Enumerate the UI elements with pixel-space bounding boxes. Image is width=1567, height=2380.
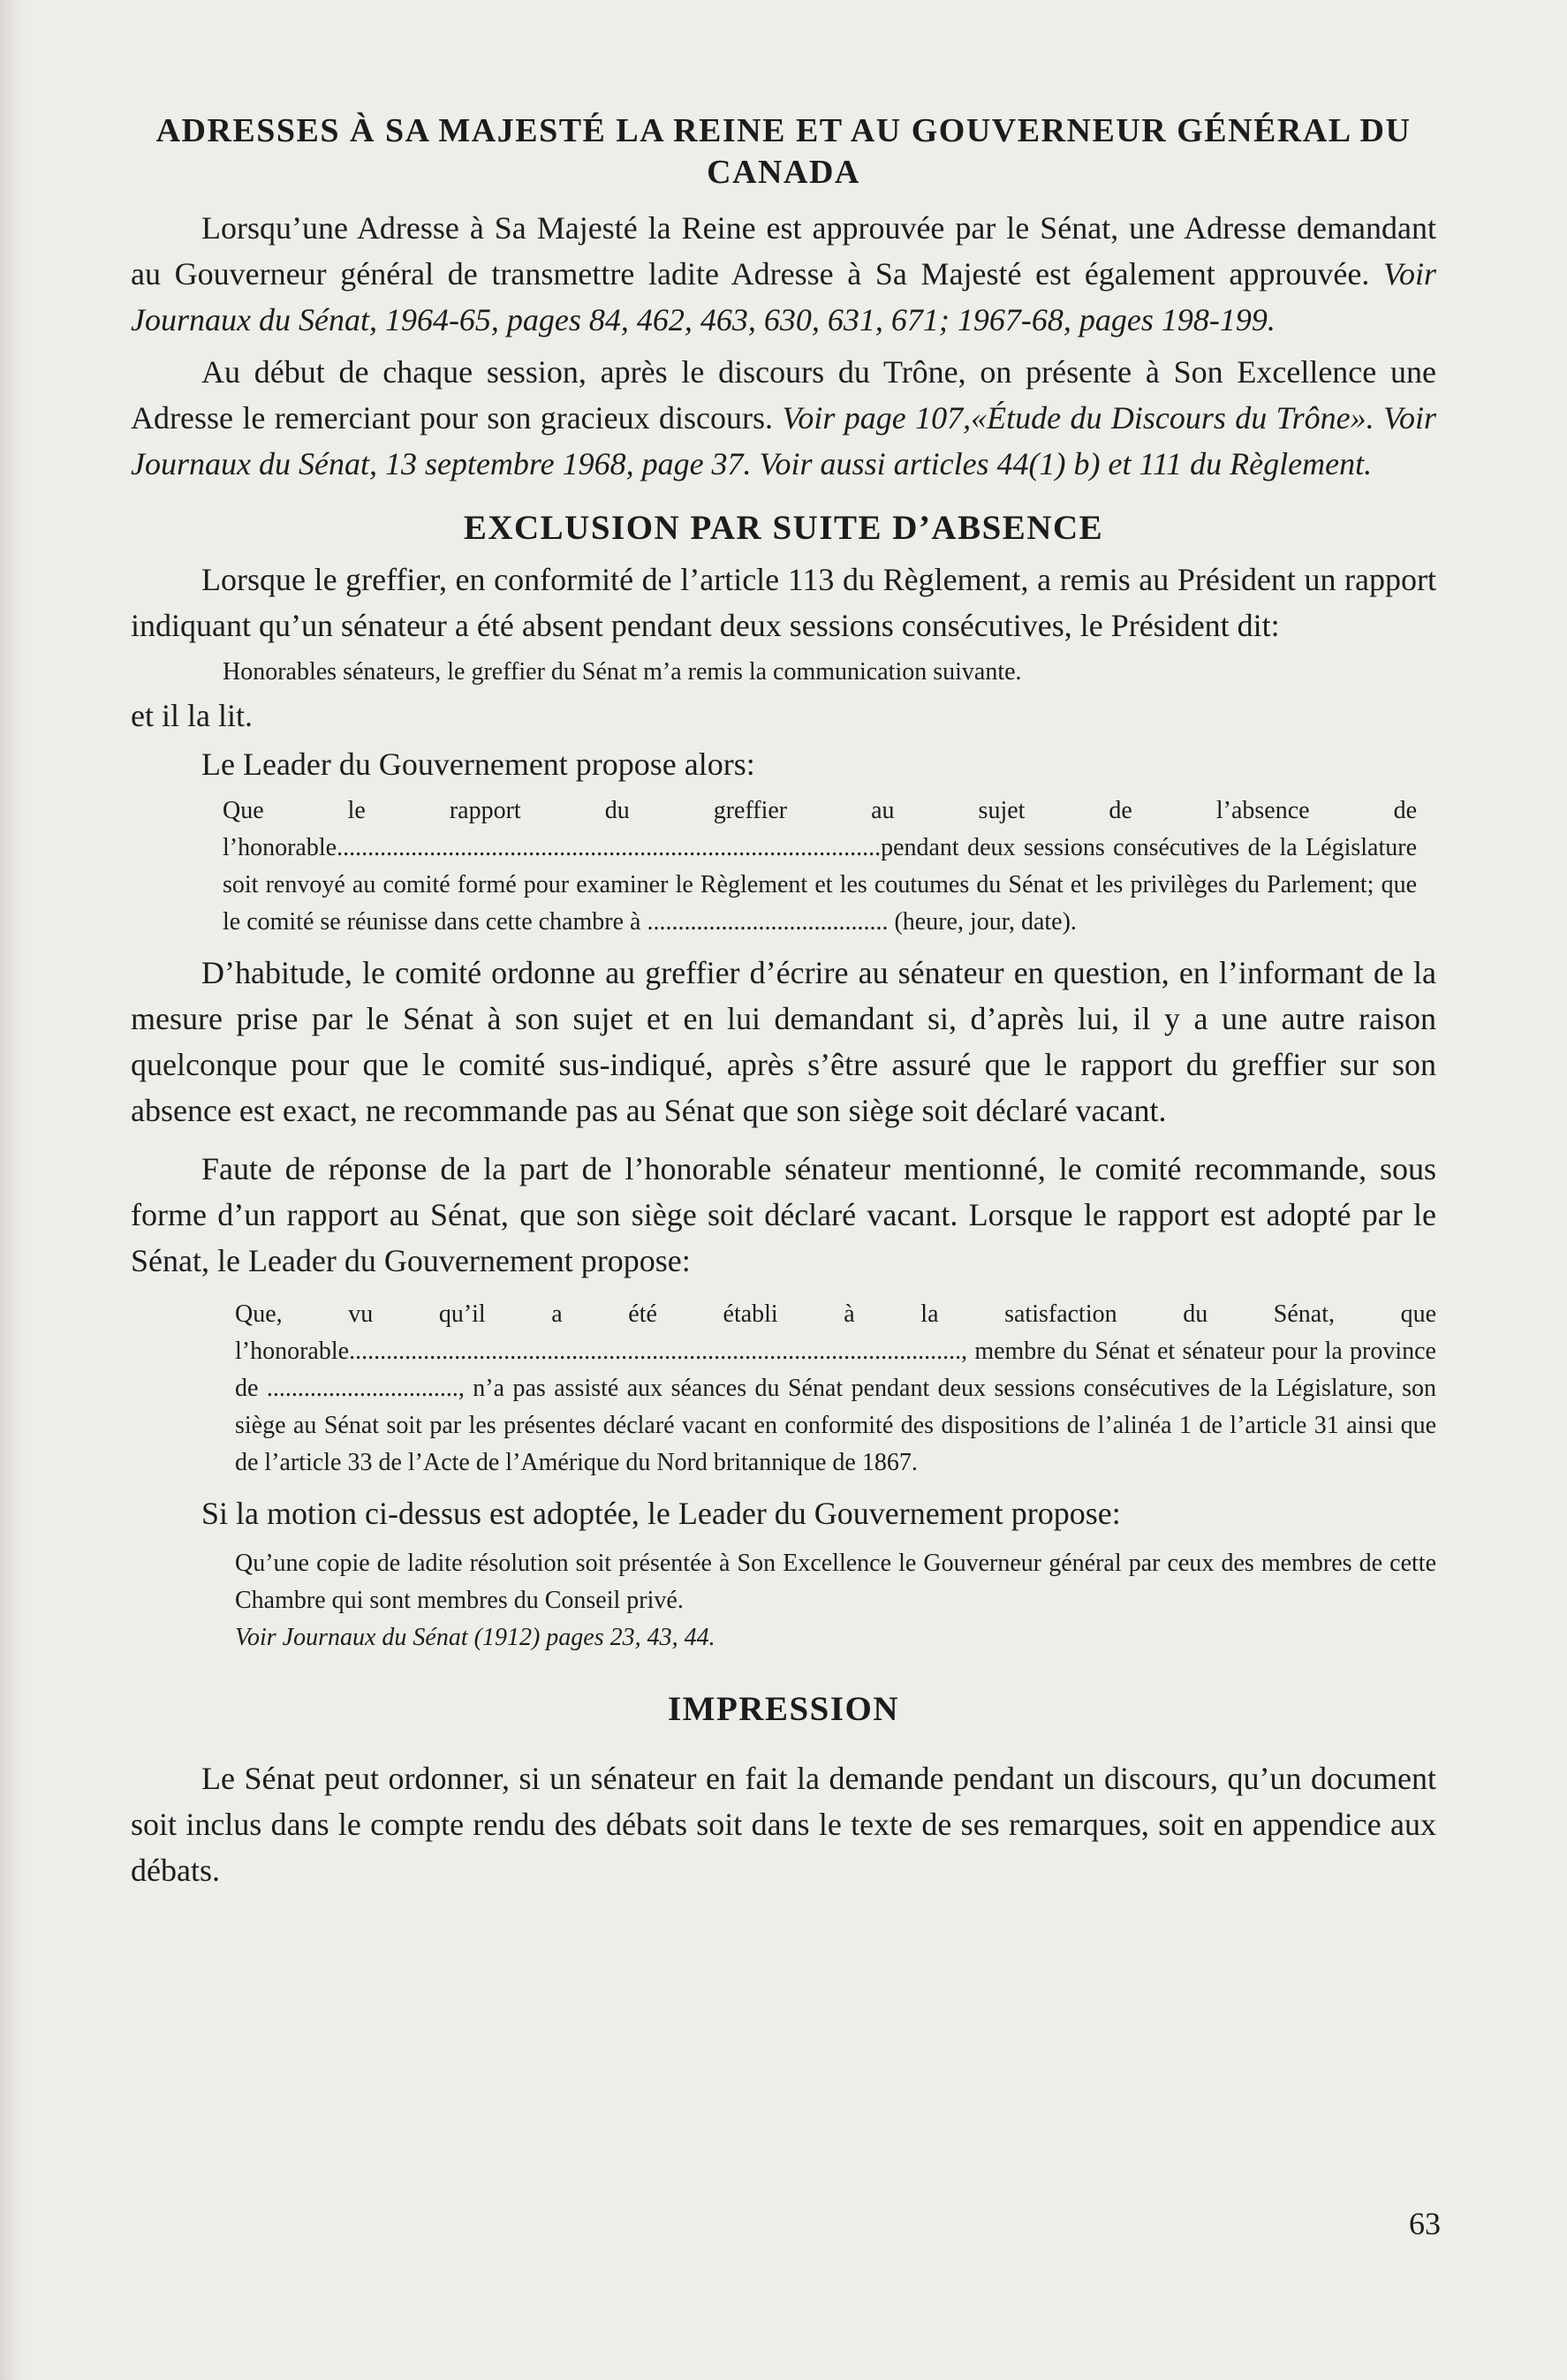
reference-text: Voir Journaux du Sénat (1912) pages 23, 43, 44.	[235, 1624, 715, 1651]
paragraph-adresse-reine	[131, 205, 1436, 343]
paragraph-lecture: et il la lit.	[131, 698, 253, 733]
paragraph-text: Lorsqu’une Adresse à Sa Majesté la Reine est approuvée par le Sénat, une Adresse demandant au Gouverneur général de transmettre ladite Adresse à Sa Majesté est également approuvée.	[131, 210, 1436, 292]
paragraph-motion-adoptee: Si la motion ci-dessus est adoptée, le Leader du Gouvernement propose:	[201, 1496, 1121, 1531]
document-page	[131, 110, 1436, 1893]
quote-president: Honorables sénateurs, le greffier du Sénat m’a remis la communication suivante.	[223, 658, 1022, 686]
quote-motion-renvoi: Que le rapport du greffier au sujet de l’absence de l’honorable........................................................................................pendant deux sessions consécutives de la Législature soit renvoyé au comité formé pour examiner le Règlement et les coutumes du Sénat et les privilèges du Parlement; que le comité se réunisse dans cette chambre à ....................................... (heure, jour, date).	[223, 797, 1417, 936]
reference-journaux-1912	[235, 1619, 1436, 1656]
paragraph-comite-ordonne: D’habitude, le comité ordonne au greffier d’écrire au sénateur en question, en l’informant de la mesure prise par le Sénat à son sujet et en lui demandant si, d’après lui, il y a une autre raison quelconque pour que le comité sus-indiqué, après s’être assuré que le rapport du greffier sur son absence est exact, ne recommande pas au Sénat que son siège soit déclaré vacant.	[131, 955, 1436, 1128]
paragraph-text: Au début de chaque session, après le discours du Trône, on présente à Son Excellence une Adresse le remerciant pour son gracieux discours.	[131, 354, 1436, 436]
paragraph-impression: Le Sénat peut ordonner, si un sénateur en fait la demande pendant un discours, qu’un document soit inclus dans le compte rendu des débats soit dans le texte de ses remarques, soit en appendice aux débats.	[131, 1761, 1436, 1888]
section-title-adresses: ADRESSES À SA MAJESTÉ LA REINE ET AU GOUVERNEUR GÉNÉRAL DU CANADA	[155, 112, 1412, 191]
paragraph-faute-reponse: Faute de réponse de la part de l’honorable sénateur mentionné, le comité recommande, sous forme d’un rapport au Sénat, que son siège soit déclaré vacant. Lorsque le rapport est adopté par le Sénat, le Leader du Gouvernement propose:	[131, 1151, 1436, 1278]
page-number: 63	[1409, 2206, 1441, 2241]
paragraph-leader-propose: Le Leader du Gouvernement propose alors:	[201, 747, 755, 782]
quote-copie-resolution: Qu’une copie de ladite résolution soit présentée à Son Excellence le Gouverneur général par ceux des membres de cette Chambre qui sont membres du Conseil privé.	[235, 1550, 1436, 1614]
quote-motion-vacance: Que, vu qu’il a été établi à la satisfaction du Sénat, que l’honorable..................................................................................................., membre du Sénat et sénateur pour la province de ..............................., n’a pas assisté aux séances du Sénat pendant deux sessions consécutives de la Législature, son siège au Sénat soit par les présentes déclaré vacant en conformité des dispositions de l’alinéa 1 de l’article 31 ainsi que de l’article 33 de l’Acte de l’Amérique du Nord britannique de 1867.	[235, 1300, 1436, 1476]
section-title-exclusion: EXCLUSION PAR SUITE D’ABSENCE	[463, 509, 1104, 547]
paragraph-discours-trone	[131, 349, 1436, 487]
page-edge-shadow	[0, 0, 26, 2380]
reference-discours: Voir page 107,«Étude du Discours du Trône». Voir Journaux du Sénat, 13 septembre 1968, page 37. Voir aussi articles 44(1) b) et 111 du Règlement.	[131, 400, 1436, 481]
reference-journaux: Voir Journaux du Sénat, 1964-65, pages 84, 462, 463, 630, 631, 671; 1967-68, pages 198-199.	[131, 256, 1436, 337]
section-title-impression: IMPRESSION	[667, 1690, 900, 1728]
paragraph-greffier-rapport: Lorsque le greffier, en conformité de l’article 113 du Règlement, a remis au Président un rapport indiquant qu’un sénateur a été absent pendant deux sessions consécutives, le Président dit:	[131, 562, 1436, 643]
